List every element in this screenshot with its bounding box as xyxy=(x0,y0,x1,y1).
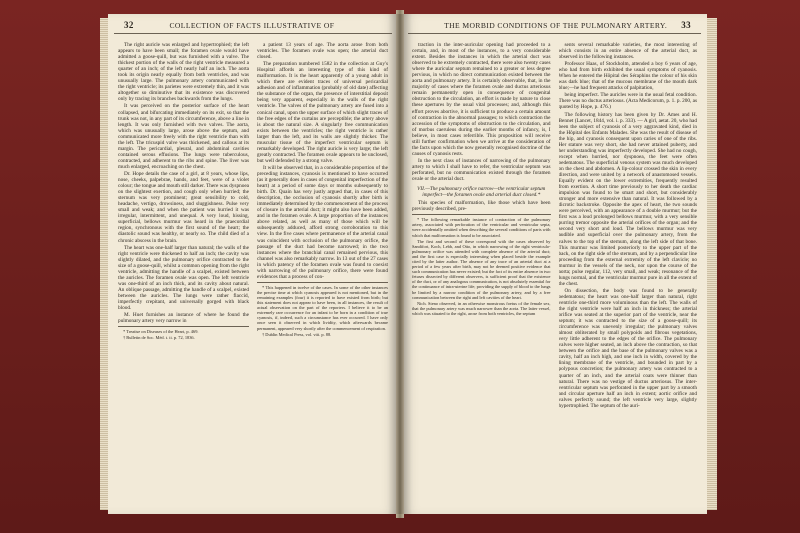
paragraph: sents several remarkable varieties, the most interesting of which consists in an entire absence of the arterial duct, as observed in the following instances. xyxy=(558,42,697,61)
paragraph: M. Huet furnishes an instance of where he found the pulmonary artery very narrow in xyxy=(118,312,249,325)
paragraph: On dissection, the body was found to be generally oedematous; the heart was one-half larger than natural, right ventricle one-third more voluminous than the left. The walls of the right ventricle were half an inch in thickness; the arterial orifice was seated at the superior part of the ventricle, near the septum; it was contracted to the size of a goose-quill; its circumference was unevenly irregular; the pulmonary valves almost obliterated by small polypoids and fibrous vegetations, very little adherent to the edges of the orifice. The pulmonary valves were higher seated, an inch above the contraction, so that between the orifice and the base of the pulmonary valves was a cavity, half an inch high, and one inch in width, covered by the lining membrane of the ventricle, and bounded in part by a polypous concretion; the pulmonary artery was contracted to a quarter of an inch, and the arterial coats were thinner than natural. There was no vestige of ductus arteriosus. The inter-ventricular septum was perforated in the upper part by a smooth and circular aperture half an inch in extent; aortic orifice and valves perfectly sound; the left ventricle very large, slightly hypertrophied. The septum of the auri- xyxy=(558,287,697,409)
paragraph: This species of malformation, like those which have been previously described, pre- xyxy=(412,200,551,213)
paragraph: being imperfect. The auricles were in the usual fetal condition. There was no ductus arteriosus. (Acta Medicorum, p. 1. p. 200, as quoted by Hope, p. 476.) xyxy=(558,92,697,111)
footnotes xyxy=(257,282,388,337)
paragraph: a patient 13 years of age. The aorta arose from both ventricles. The foramen ovale was open; the arterial duct closed. xyxy=(257,42,388,61)
footnotes xyxy=(412,214,551,316)
paragraph: traction in the inter-auricular opening had proceeded to a certain, and, in most of the instances, to a very considerable extent. Besides the instances in which the arterial duct was observed to be extremely contracted, there were also twenty cases where the auricular septum remained to a greater or less degree pervious, in which no direct communication existed between the aorta and pulmonary artery. It is certainly observable, that, in the majority of cases where the foramen ovale and ductus arteriosus remain permanently open in consequence of congenital obstruction to the circulation, an effort is made by nature to close these apertures by the usual vital processes; and, although this effort proves abortive, it is sufficient to produce a certain amount of contraction in the abnormal passages; to which contraction the accession of the symptoms of obstruction to the circulation, and of morbus caeruleus during the earlier months of infancy, is, I believe, in most cases referrible. This proposition will receive still further confirmation when we arrive at the consideration of the facts upon which the now generally recognised doctrine of the causes of cyanosis rests. xyxy=(412,42,551,157)
paragraph: Dr. Hope details the case of a girl, at 8 years, whose lips, nose, cheeks, palpebrae, hands, and feet, were of a violet colour; the tongue and mouth still darker. There was dyspnoea on the slightest exertion, and cough only when hurried; the sternum was very prominent; great sensibility to cold, headache, vertigo, drowsiness, and sluggishness. Pulse very small and weak; and when the patient was hurried it was irregular, intermittent, and unequal. A very loud, hissing, superficial, bellows murmur was heard in the praecordial region, synchronous with the first sound of the heart; the diastolic sound was healthy, or nearly so. The child died of a chronic abscess in the brain. xyxy=(118,170,249,244)
footnote: † Bulletin de Soc. Méd. t. ii. p. 72, 1836. xyxy=(123,335,195,341)
paragraph: The right auricle was enlarged and hypertrophied; the left appears to have been small; the foramen ovale would have admitted a goose-quill, but was furnished with a valve. The thickest portion of the walls of the right ventricle measured a quarter of an inch; of the left nearly half an inch. The aorta took its origin nearly equally from both ventricles, and was unusually large. The pulmonary artery communicated with the right ventricle; its parietes were extremely thin, and it was altogether so diminutive that its existence was discovered only by tracing its branches backwards from the lungs. xyxy=(118,42,249,103)
book-gutter xyxy=(396,10,404,518)
footnote: * Treatise on Diseases of the Heart, p. 469. xyxy=(123,329,199,335)
left-running-title: COLLECTION OF FACTS ILLUSTRATIVE OF xyxy=(169,21,335,30)
section-heading: VII.—The pulmonary orifice narrow—the ventricular septum imperfect—the foramen ovale and arterial duct closed.* xyxy=(417,186,546,199)
paragraph: The preparation numbered 1582 in the collection at Guy's Hospital affords an interesting type of this kind of malformation. It is the heart apparently of a young adult in which there are evident traces of universal pericardial adhesion and of inflammation (probably of old date) affecting the substance of the organ, the presence of interstitial deposit being very apparent, especially in the walls of the right ventricle. The valves of the pulmonary artery are fused into a conical canal, upon the upper surface of which slight traces of the free edges of the curtains are perceptible; the artery above is about the natural size. A singularly free communication exists between the ventricles; the right ventricle is rather larger than the left, and its walls are slightly thicker. The muscular tissue of the imperfect ventricular septum is remarkably developed. The right auricle is very large; the left greatly contracted. The foramen ovale appears to be unclosed, but well defended by a strong valve. xyxy=(257,61,388,164)
right-column-1 xyxy=(412,42,551,506)
paragraph: Professor Haas, of Stockholm, attended a boy 6 years of age, who had from birth exhibited the usual symptoms of cyanosis. When he entered the Hôpital des Séraphins the colour of his skin was dark blue; that of the mucous membrane of the mouth dark blue;—he had frequent attacks of palpitation, xyxy=(558,61,697,92)
footnote: * The following remarkable instance of contraction of the pulmonary artery, associated with perforation of the ventricular and ventricular septa, were accidentally omitted when describing the several conditions of parts with which that malformation is found to be associated. xyxy=(412,217,551,238)
right-page-number: 33 xyxy=(681,20,691,30)
paragraph: The heart was one-half larger than natural; the walls of the right ventricle were thickened to half an inch; the cavity was slightly dilated, and the pulmonary orifice contracted to the size of a goose-quill, whilst a common opening from the right ventricle, admitting the handle of a scalpel, existed between the auricles. The foramen ovale was open. The left ventricle was one-third of an inch thick, and its cavity about natural. An oblique passage, admitting the handle of a scalpel, existed between the auricles. The lungs were rather flaccid, imperfectly crepitant, and universally gorged with black blood. xyxy=(118,244,249,312)
footnote: † Dublin Medical Press, vol. viii. p. 88. xyxy=(262,331,332,337)
paragraph: The following history has been given by Dr. Ames and H. Bennet (Lancet, 1844, vol. i. p. 333). — A girl, aetat. 20, who had been the subject of cyanosis of a very aggravated kind, died in the Hôpital des Enfants Malades. She was the result of disease of the hip, and cyanosis consequent upon caries of one of the ribs. Her stature was very short, she had never attained puberty, and her understanding was imperfectly developed. She had no cough, except when hurried, nor dyspnoea, the feet were often oedematous. The superficial venous system was much developed on the chest and abdomen. A lip-colour crossed the skin in every direction, and were united by a network of anastomosed vessels. Equally evident on the lower extremities, frequently resulted from exertion. A short time previously to her death the cardiac impulsion was found to be smart and short, but considerably stronger and more extensive than natural. It was followed by a dicrotic backstroke. Opposite the apex of heart, the two sounds were perceived, with an appearance of a double murmur; but the first was a loud prolonged bellows murmur, with a very sensible purring tremor opposite the arterial orifices of the organ; and the second very short and loud. The bellows murmur was very audible and superficial over the pulmonary artery, from the valves to the top of the sternum, along the left side of that bone. This murmur was limited posteriorly to the upper part of the back, on the right side of the sternum, and by a perpendicular line proceeding from the external extremity of the left clavicle; no murmur in the vessels of the neck, nor upon the course of the aorta; pulse regular, 112, very small, and weak; resonance of the lungs normal, and the ventricular murmur pure in all the extent of the chest. xyxy=(558,111,697,287)
page-edges-right xyxy=(707,18,717,510)
footnote: * This happened in twelve of the cases. In some of the other instances the precise time at which cyanosis appeared is not mentioned, but in the remaining examples (four) it is reported to have existed from birth; but this statement does not appear to have been, in all instances, the result of actual observation on the part of the reporters. I believe it to be an extremely rare occurrence for an infant to be born in a condition of true cyanosis, if, indeed, such a circumstance has ever occurred. I have only once seen it observed in which lividity, which afterwards became permanent, appeared very shortly after the commencement of respiration. xyxy=(257,284,388,331)
footnote: The first and second of these correspond with the cases observed by Sandifort, Koch, Lebb, and Otto, in which narrowing of the right ventriculo-pulmonary orifice was attended with complete absence of the arterial duct; and the first case is especially interesting when placed beside the example cited by the latter author. The absence of any trace of an arterial duct at a period of a few years after birth, may not be deemed positive evidence that such communication has never existed; but the fact of its entire absence in two fetuses dissected by different observers, is sufficient proof that the existence of the duct, or of any analogous communication, is not absolutely essential for the continuance of intra-uterine life; providing the supply of blood to the lungs be limited by a narrow condition of the pulmonary artery, and by a free communication between the right and left cavities of the heart. xyxy=(412,238,551,300)
left-running-head xyxy=(114,14,392,34)
paragraph: It was perceived on the posterior surface of the heart collapsed, and bifurcating immediately on its exit, so that the trunk was not, in any part of its circumference, above a line in length. It was only furnished with two valves. The aorta, which was unusually large, arose above the septum, and communicated more freely with the right ventricle than with the left. The tricuspid valve was thickened, and callous at its margin. The pericardial, pleural, and abdominal cavities contained serous effusions. The lungs were tuberculous, contracted, and adherent to the ribs and spine. The liver was much enlarged, encroaching on the chest. xyxy=(118,103,249,170)
right-column-2 xyxy=(559,42,698,506)
right-page xyxy=(402,14,707,514)
left-page xyxy=(108,14,398,514)
left-column-1 xyxy=(118,42,249,506)
left-column-2 xyxy=(257,42,388,506)
left-page-number: 32 xyxy=(124,20,134,30)
footnote: Nich. Steno observed, in an otherwise monstrous foetus of the female sex, that the pulmonary artery was much narrower than the aorta. The latter vessel, which was situated to the right, arose from both ventricles, the septum xyxy=(412,300,551,316)
paragraph: It will be observed that, in a considerable proportion of the preceding instances, cyanosis is mentioned to have occurred (as it generally does in cases of congenital imperfection of the heart) at a period of some days or months subsequently to birth. Dr. Quain has very justly argued that, in cases of this description, the occlusion of cyanosis shortly after birth is immediately determined by the commencement of the process of closure in the arterial duct; it might also have been added, and in the foramen ovale. A large proportion of the instances above related, as well as many of those which will be subsequently adduced, afford strong corroboration to this view. In the five cases where permanence of the arterial canal was coincident with occlusion of the pulmonary orifice, the passage of the duct had become narrowed; in the two instances where the branchial canal remained pervious, this channel was also remarkably narrow. In 13 out of the 27 cases in which patency of the foramen ovale was found to coexist with narrowing of the pulmonary orifice, there were found evidences that a process of con- xyxy=(257,164,388,280)
paragraph: In the next class of instances of narrowing of the pulmonary artery to which I shall have to refer, the ventricular septum was perforated, but no communication existed through the foramen ovale or the arterial duct. xyxy=(412,157,551,183)
footnotes xyxy=(118,326,249,340)
right-running-title: THE MORBID CONDITIONS OF THE PULMONARY ARTERY. xyxy=(444,21,668,30)
right-running-head xyxy=(408,14,701,34)
page-edges-left xyxy=(100,18,108,510)
